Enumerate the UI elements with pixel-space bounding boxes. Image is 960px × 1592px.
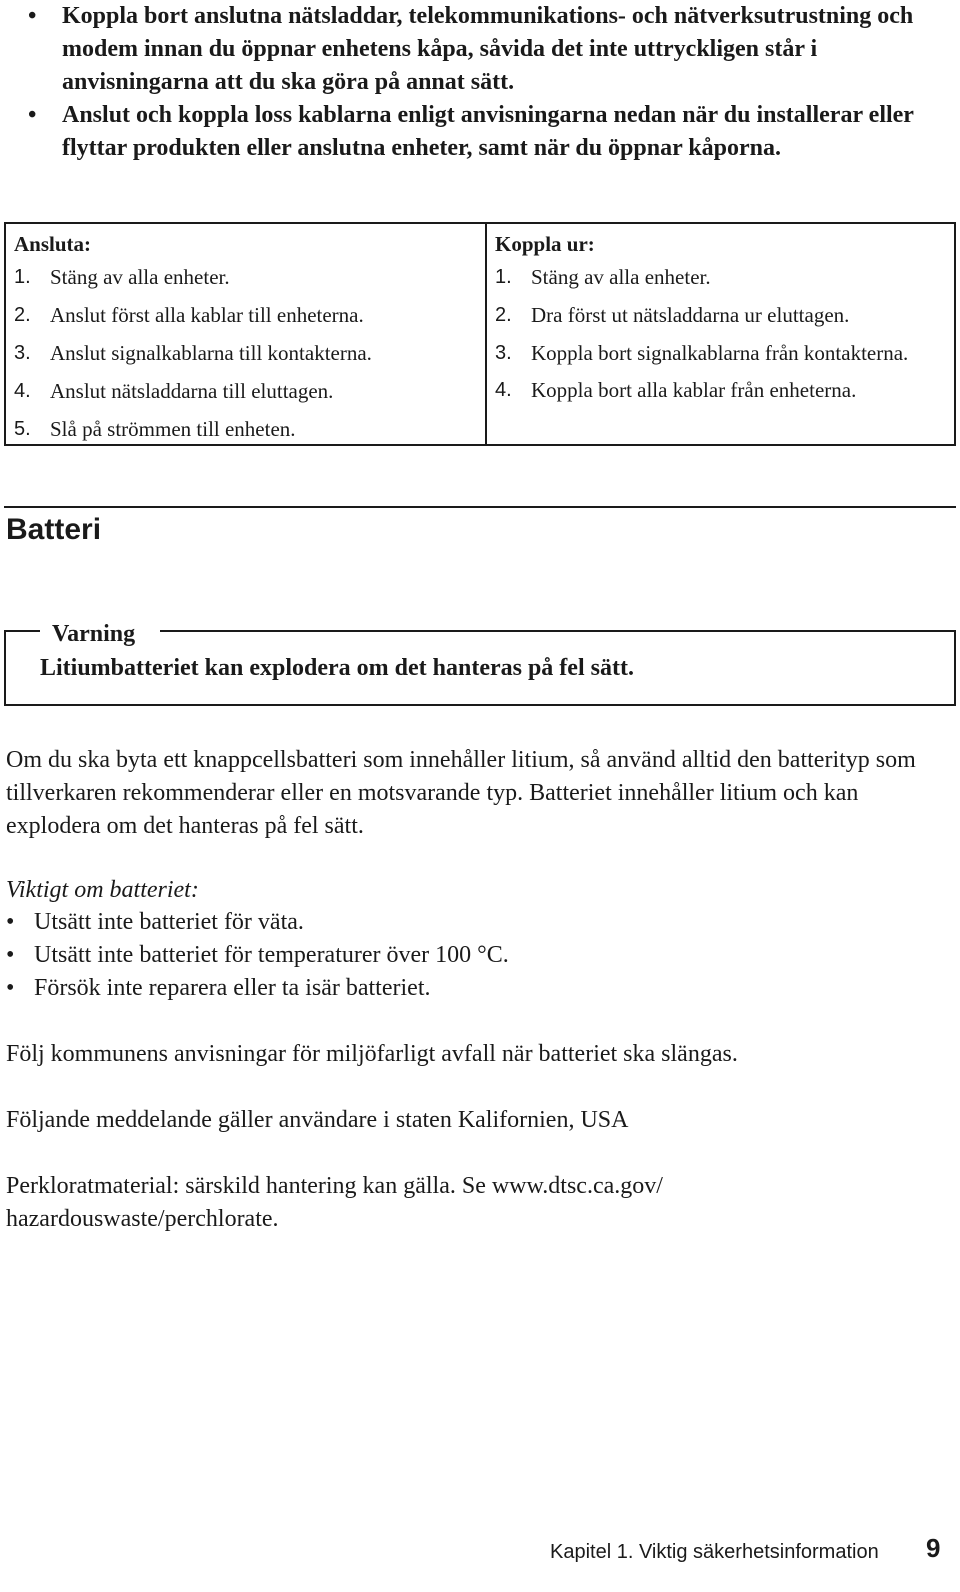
step-number: 2. bbox=[495, 304, 512, 326]
warning-box-top-border bbox=[160, 630, 956, 632]
perchlorate-paragraph: Perkloratmaterial: särskild hantering kan gälla. Se www.dtsc.ca.gov/ hazardouswaste/perchlorate. bbox=[6, 1173, 663, 1232]
step-number: 5. bbox=[14, 418, 31, 440]
intro-bullet bbox=[6, 99, 946, 165]
disconnect-steps bbox=[495, 264, 954, 404]
connect-step bbox=[14, 264, 485, 291]
connect-step bbox=[14, 378, 485, 405]
intro-bullet-text: Anslut och koppla loss kablarna enligt anvisningarna nedan när du installerar eller flyttar produkten eller anslutna enheter, samt när du öppnar kåporna. bbox=[62, 102, 914, 161]
disposal-paragraph: Följ kommunens anvisningar för miljöfarligt avfall när batteriet ska slängas. bbox=[6, 1041, 738, 1067]
step-text: Dra först ut nätsladdarna ur eluttagen. bbox=[531, 303, 850, 327]
step-number: 1. bbox=[495, 266, 512, 288]
connect-column bbox=[6, 224, 487, 444]
connect-heading: Ansluta: bbox=[14, 232, 92, 256]
important-item-text: Utsätt inte batteriet för temperaturer över 100 °C. bbox=[34, 942, 509, 968]
disconnect-step bbox=[495, 302, 954, 329]
disconnect-step bbox=[495, 340, 954, 367]
connect-step bbox=[14, 416, 485, 443]
bullet-marker: • bbox=[28, 3, 37, 29]
intro-bullet-text: Koppla bort anslutna nätsladdar, telekommunikations- och nätverksutrustning och modem innan du öppnar enhetens kåpa, såvida det inte uttryckligen står i anvisningarna att du ska göra på annat sätt. bbox=[62, 3, 914, 95]
step-text: Koppla bort signalkablarna från kontakterna. bbox=[531, 341, 909, 365]
bullet-marker: • bbox=[28, 102, 37, 128]
step-number: 2. bbox=[14, 304, 31, 326]
bullet-marker: • bbox=[6, 909, 15, 935]
step-number: 4. bbox=[495, 379, 512, 401]
step-number: 3. bbox=[14, 342, 31, 364]
important-list bbox=[6, 906, 509, 1005]
connect-steps bbox=[14, 264, 485, 443]
connect-step bbox=[14, 302, 485, 329]
bullet-marker: • bbox=[6, 942, 15, 968]
cable-connection-table bbox=[4, 222, 956, 446]
important-item bbox=[6, 906, 509, 939]
warning-text: Litiumbatteriet kan explodera om det hanteras på fel sätt. bbox=[40, 655, 634, 681]
step-text: Anslut nätsladdarna till eluttagen. bbox=[50, 379, 334, 403]
connect-step bbox=[14, 340, 485, 367]
step-text: Anslut först alla kablar till enheterna. bbox=[50, 303, 364, 327]
disconnect-step bbox=[495, 377, 954, 404]
section-divider bbox=[4, 506, 956, 508]
step-text: Koppla bort alla kablar från enheterna. bbox=[531, 378, 857, 402]
warning-title: Varning bbox=[52, 621, 136, 647]
important-item-text: Utsätt inte batteriet för väta. bbox=[34, 909, 304, 935]
bullet-marker: • bbox=[6, 975, 15, 1001]
important-item bbox=[6, 972, 509, 1005]
important-heading: Viktigt om batteriet: bbox=[6, 877, 199, 903]
intro-bullet-list bbox=[6, 0, 946, 165]
step-text: Stäng av alla enheter. bbox=[531, 265, 711, 289]
disconnect-heading: Koppla ur: bbox=[495, 232, 595, 256]
disconnect-column bbox=[487, 224, 954, 444]
important-item-text: Försök inte reparera eller ta isär batteriet. bbox=[34, 975, 431, 1001]
california-notice-paragraph: Följande meddelande gäller användare i staten Kalifornien, USA bbox=[6, 1107, 629, 1133]
step-text: Stäng av alla enheter. bbox=[50, 265, 230, 289]
step-number: 4. bbox=[14, 380, 31, 402]
step-text: Slå på strömmen till enheten. bbox=[50, 417, 296, 441]
step-text: Anslut signalkablarna till kontakterna. bbox=[50, 341, 372, 365]
page-number: 9 bbox=[926, 1533, 941, 1563]
step-number: 1. bbox=[14, 266, 31, 288]
intro-bullet bbox=[6, 0, 946, 99]
important-item bbox=[6, 939, 509, 972]
footer-chapter: Kapitel 1. Viktig säkerhetsinformation bbox=[550, 1541, 879, 1563]
section-title: Batteri bbox=[6, 513, 102, 546]
step-number: 3. bbox=[495, 342, 512, 364]
battery-replacement-paragraph: Om du ska byta ett knappcellsbatteri som innehåller litium, så använd alltid den batterityp som tillverkaren rekommenderar eller en motsvarande typ. Batteriet innehåller litium och kan explodera om det hanteras på fel sätt. bbox=[6, 747, 916, 839]
disconnect-step bbox=[495, 264, 954, 291]
warning-box-top-border bbox=[4, 630, 40, 632]
